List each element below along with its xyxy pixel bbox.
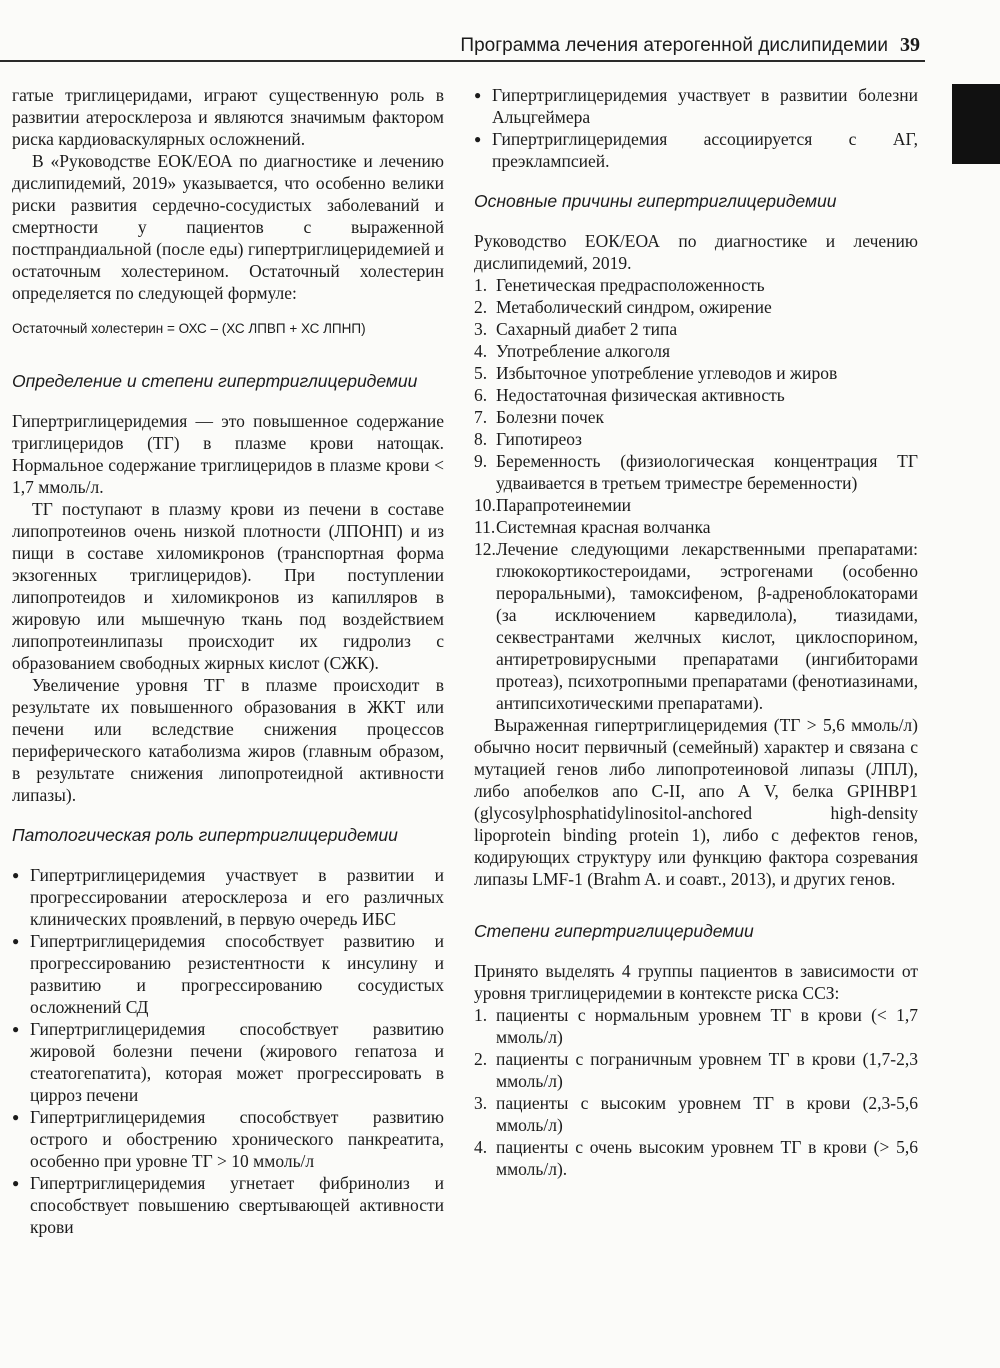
list-item: ● Гипертриглицеридемия участвует в развитии болезни Альцгеймера — [474, 84, 918, 128]
list-item: 2. Метаболический синдром, ожирение — [474, 297, 772, 317]
heading-causes: Основные причины гипертриглицеридемии — [474, 191, 837, 211]
list-item: 4. Употребление алкоголя — [474, 341, 671, 361]
heading-degrees: Степени гипертриглицеридемии — [474, 921, 754, 941]
paragraph-guideline: В «Руководстве ЕОК/ЕОА по диагностике и лечению дислипидемий, 2019» указывается, что особенно велики риски развития сердечно-сосудистых заболеваний и смертности у пациентов с выраженной постпрандиальной (после еды) гипертриглицеридемией и остаточным холестерином. Остаточный холестерин определяется по следующей формуле: — [12, 151, 444, 303]
list-item: ● Гипертриглицеридемия угнетает фибринолиз и способствует повышению свертывающей активности крови — [12, 1172, 444, 1238]
paragraph-definition: Гипертриглицеридемия — это повышенное содержание триглицеридов (ТГ) в плазме крови натощак. Нормальное содержание триглицеридов в плазме крови < 1,7 ммоль/л. — [12, 411, 444, 497]
causes-list — [474, 274, 918, 714]
list-item: 12. Лечение следующими лекарственными препаратами: глюкокортикостероидами, эстрогенами (особенно пероральными), тамоксифеном, β-адреноблокаторами (за исключением карведилола), тиазидами, секвестрантами желчных кислот, циклоспорином, антиретровирусными препаратами (ингибиторами протеаз), психотропными препаратами (фенотиазинами, антипсихотическими препаратами). — [474, 539, 918, 713]
list-item: 3. пациенты с высоким уровнем ТГ в крови (2,3-5,6 ммоль/л) — [474, 1093, 918, 1135]
list-item: ● Гипертриглицеридемия способствует развитию жировой болезни печени (жирового гепатоза и стеатогепатита), которая может прогрессировать в цирроз печени — [12, 1018, 444, 1106]
list-item: 10. Парапротеинемии — [474, 495, 632, 515]
degrees-list — [474, 1004, 918, 1180]
running-header — [452, 34, 920, 57]
list-item: 11. Системная красная волчанка — [474, 517, 711, 537]
list-item: 4. пациенты с очень высоким уровнем ТГ в крови (> 5,6 ммоль/л). — [474, 1137, 918, 1179]
page-number: 39 — [900, 34, 920, 56]
list-item: 1. пациенты с нормальным уровнем ТГ в крови (< 1,7 ммоль/л) — [474, 1005, 918, 1047]
thumb-index-tab — [952, 84, 1000, 164]
list-item: 6. Недостаточная физическая активность — [474, 385, 785, 405]
list-item: 2. пациенты с пограничным уровнем ТГ в крови (1,7-2,3 ммоль/л) — [474, 1049, 918, 1091]
paragraph-increase: Увеличение уровня ТГ в плазме происходит в результате их повышенного образования в ЖКТ или печени или вследствие снижения процессов периферического катаболизма жиров (главным образом, в результате снижения липопротеидной активности липазы). — [12, 675, 444, 805]
list-item: 9. Беременность (физиологическая концентрация ТГ удваивается в третьем триместре беременности) — [474, 451, 918, 493]
heading-definition: Определение и степени гипертриглицеридемии — [12, 371, 418, 391]
role-bullet-list — [12, 864, 444, 1238]
list-item: ● Гипертриглицеридемия способствует развитию и прогрессированию резистентности к инсулину и развитию и прогрессированию сосудистых осложнений СД — [12, 930, 444, 1018]
degrees-intro: Принято выделять 4 группы пациентов в зависимости от уровня триглицеридемии в контексте риска ССЗ: — [474, 961, 918, 1003]
list-item: 7. Болезни почек — [474, 407, 605, 427]
list-item: 1. Генетическая предрасположенность — [474, 275, 765, 295]
running-title: Программа лечения атерогенной дислипидемии — [460, 35, 888, 56]
list-item: 5. Избыточное употребление углеводов и жиров — [474, 363, 838, 383]
heading-pathological-role: Патологическая роль гипертриглицеридемии — [12, 825, 398, 845]
paragraph-severe: Выраженная гипертриглицеридемия (ТГ > 5,6 ммоль/л) обычно носит первичный (семейный) характер и связана с мутацией генов либо липопротеиновой липазы (ЛПЛ), либо апобелков апо С-II, апо А V, белка GPIHBP1 (glycosylphosphatidylinositol-anchored high-density lipoprotein binding protein 1), либо с дефектов генов, кодирующих структуру или функцию фактора созревания липазы LMF-1 (Brahm A. и соавт., 2013), и других генов. — [474, 715, 918, 889]
list-item: ● Гипертриглицеридемия ассоциируется с АГ, преэклампсией. — [474, 128, 918, 172]
list-item: 8. Гипотиреоз — [474, 429, 582, 449]
header-rule — [0, 60, 925, 62]
right-column — [474, 84, 918, 1180]
paragraph-transport: ТГ поступают в плазму крови из печени в составе липопротеинов очень низкой плотности (ЛПОНП) и из пищи в составе хиломикронов (транспортная форма экзогенных триглицеридов). При поступлении липопротеидов и хиломикронов из капилляров в жировую или мышечную ткань под воздействием липопротеинлипазы происходит их гидролиз с образованием свободных жирных кислот (СЖК). — [12, 499, 444, 673]
list-item: 3. Сахарный диабет 2 типа — [474, 319, 678, 339]
paragraph-continued: гатые триглицеридами, играют существенную роль в развитии атеросклероза и являются значимым фактором риска кардиоваскулярных осложнений. — [12, 85, 444, 149]
role-bullet-list-continued — [474, 84, 918, 172]
left-column — [12, 84, 444, 1238]
formula-residual-cholesterol: Остаточный холестерин = ОХС – (ХС ЛПВП + ХС ЛПНП) — [12, 321, 366, 336]
list-item: ● Гипертриглицеридемия участвует в развитии и прогрессировании атеросклероза и его различных клинических проявлений, в первую очередь ИБС — [12, 864, 444, 930]
causes-intro: Руководство ЕОК/ЕОА по диагностике и лечению дислипидемий, 2019. — [474, 231, 918, 273]
list-item: ● Гипертриглицеридемия способствует развитию острого и обострению хронического панкреатита, особенно при уровне ТГ > 10 ммоль/л — [12, 1106, 444, 1172]
